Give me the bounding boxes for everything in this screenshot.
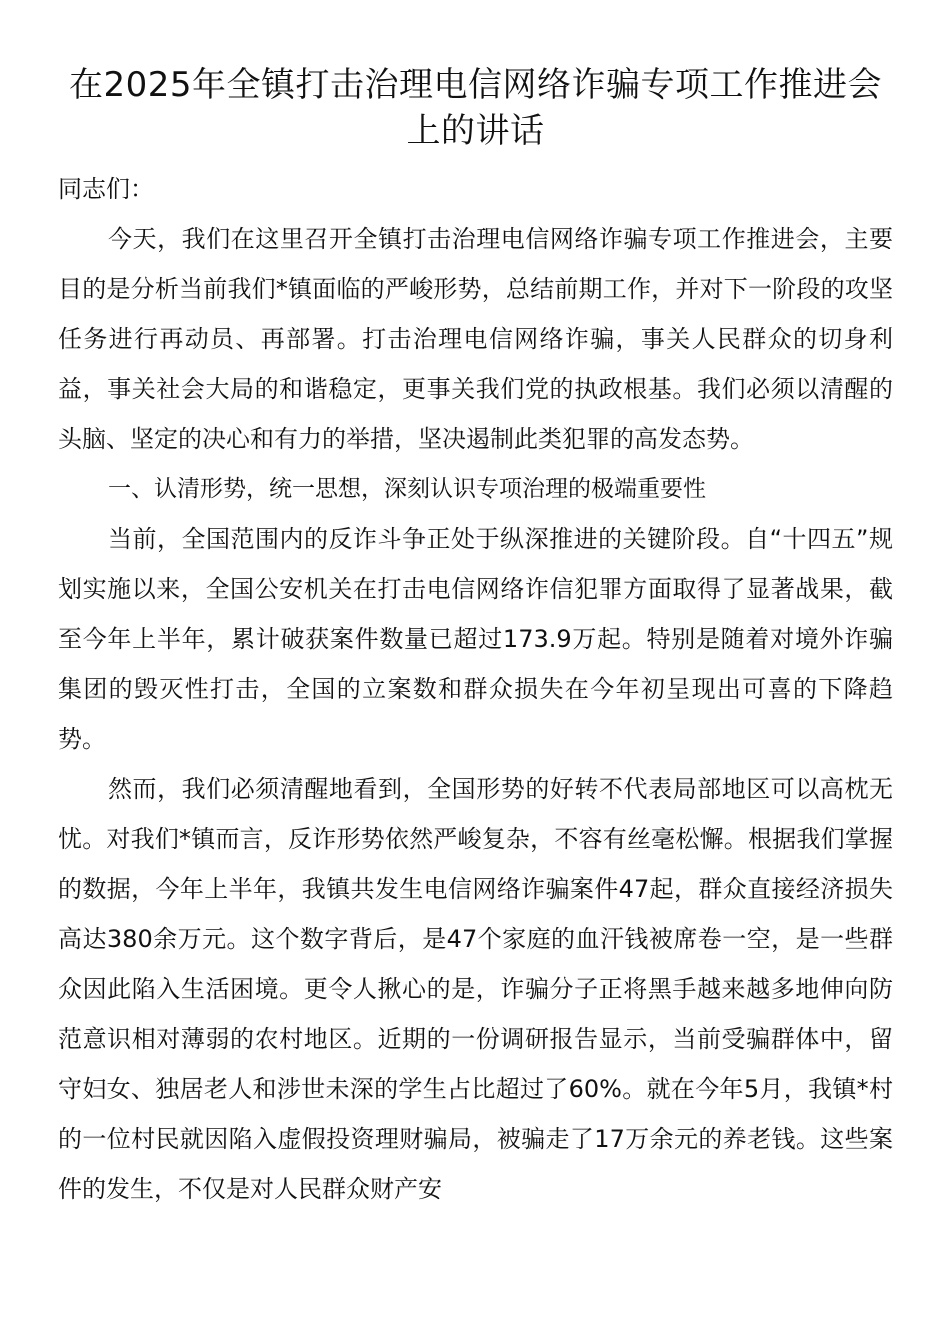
document-title: 在2025年全镇打击治理电信网络诈骗专项工作推进会上的讲话 [68,65,883,151]
paragraph-local-situation: 然而，我们必须清醒地看到，全国形势的好转不代表局部地区可以高枕无忧。对我们*镇而言，反诈形势依然严峻复杂，不容有丝毫松懈。根据我们掌握的数据，今年上半年，我镇共发生电信网络诈骗案件47起，群众直接经济损失高达380余万元。这个数字背后，是47个家庭的血汗钱被席卷一空，是一些群众因此陷入生活困境。更令人揪心的是，诈骗分子正将黑手越来越多地伸向防范意识相对薄弱的农村地区。近期的一份调研报告显示，当前受骗群体中，留守妇女、独居老人和涉世未深的学生占比超过了60%。就在今年5月，我镇*村的一位村民就因陷入虚假投资理财骗局，被骗走了17万余元的养老钱。这些案件的发生，不仅是对人民群众财产安 [58,775,893,1203]
paragraph-national-situation: 当前，全国范围内的反诈斗争正处于纵深推进的关键阶段。自“十四五”规划实施以来，全国公安机关在打击电信网络诈信犯罪方面取得了显著战果，截至今年上半年，累计破获案件数量已超过173.9万起。特别是随着对境外诈骗集团的毁灭性打击，全国的立案数和群众损失在今年初呈现出可喜的下降趋势。 [58,525,893,753]
salutation: 同志们： [58,175,154,203]
document-page [58,62,893,1214]
section-heading-1: 一、认清形势，统一思想，深刻认识专项治理的极端重要性 [108,476,706,502]
paragraph-opening: 今天，我们在这里召开全镇打击治理电信网络诈骗专项工作推进会，主要目的是分析当前我们*镇面临的严峻形势，总结前期工作，并对下一阶段的攻坚任务进行再动员、再部署。打击治理电信网络诈骗，事关人民群众的切身利益，事关社会大局的和谐稳定，更事关我们党的执政根基。我们必须以清醒的头脑、坚定的决心和有力的举措，坚决遏制此类犯罪的高发态势。 [58,225,893,453]
